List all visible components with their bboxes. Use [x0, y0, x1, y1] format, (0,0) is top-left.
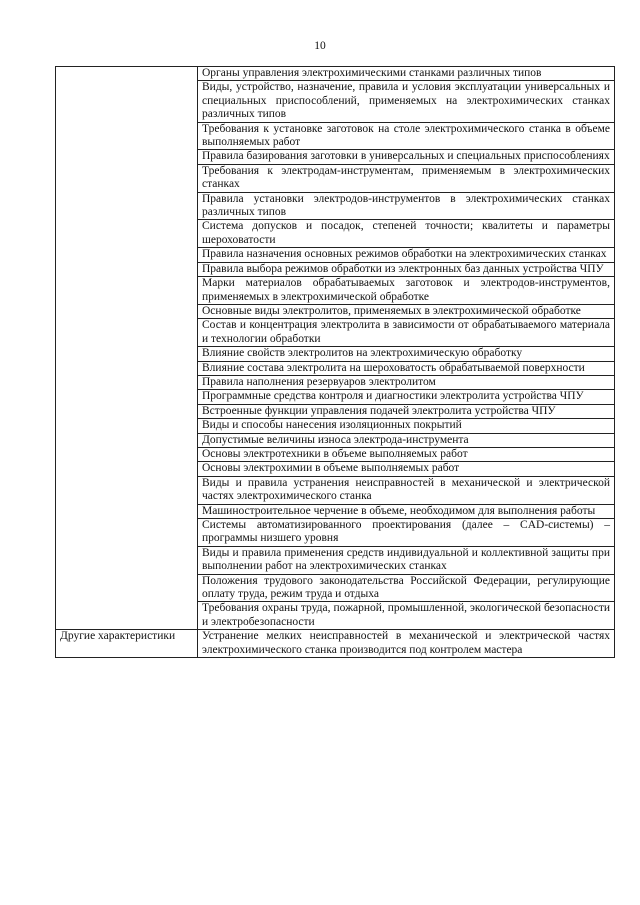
knowledge-item: Правила базирования заготовки в универсальных и специальных приспособлениях [198, 150, 615, 164]
knowledge-item: Виды, устройство, назначение, правила и условия эксплуатации универсальных и специальных приспособлений, применяемых на электрохимических станках различных типов [198, 81, 615, 122]
other-characteristics-label: Другие характеристики [56, 630, 198, 658]
knowledge-item: Допустимые величины износа электрода-инструмента [198, 433, 615, 447]
knowledge-item: Система допусков и посадок, степеней точности; квалитеты и параметры шероховатости [198, 220, 615, 248]
knowledge-item: Виды и правила применения средств индивидуальной и коллективной защиты при выполнении работ на электрохимических станках [198, 546, 615, 574]
knowledge-item: Виды и способы нанесения изоляционных покрытий [198, 419, 615, 433]
knowledge-row [56, 67, 615, 81]
knowledge-item: Программные средства контроля и диагностики электролита устройства ЧПУ [198, 390, 615, 404]
knowledge-item: Требования охраны труда, пожарной, промышленной, экологической безопасности и электробезопасности [198, 602, 615, 630]
knowledge-item: Машиностроительное черчение в объеме, необходимом для выполнения работы [198, 504, 615, 518]
knowledge-item: Основные виды электролитов, применяемых в электрохимической обработке [198, 304, 615, 318]
knowledge-item: Системы автоматизированного проектирования (далее – CAD-системы) – программы низшего уровня [198, 519, 615, 547]
knowledge-item: Требования к установке заготовок на столе электрохимического станка в объеме выполняемых работ [198, 122, 615, 150]
knowledge-item: Правила выбора режимов обработки из электронных баз данных устройства ЧПУ [198, 262, 615, 276]
knowledge-item: Правила установки электродов-инструментов в электрохимических станках различных типов [198, 192, 615, 220]
knowledge-item: Органы управления электрохимическими станками различных типов [198, 67, 615, 81]
knowledge-item: Правила назначения основных режимов обработки на электрохимических станках [198, 248, 615, 262]
other-characteristics-text: Устранение мелких неисправностей в механической и электрической частях электрохимического станка производится под контролем мастера [198, 630, 615, 658]
requirements-table [55, 66, 615, 658]
page-number: 10 [314, 40, 326, 52]
other-characteristics-row [56, 630, 615, 658]
knowledge-item: Влияние состава электролита на шероховатость обрабатываемой поверхности [198, 361, 615, 375]
knowledge-item: Виды и правила устранения неисправностей в механической и электрической частях электрохимического станка [198, 476, 615, 504]
knowledge-item: Основы электрохимии в объеме выполняемых работ [198, 462, 615, 476]
knowledge-item: Правила наполнения резервуаров электролитом [198, 375, 615, 389]
knowledge-item: Состав и концентрация электролита в зависимости от обрабатываемого материала и технологии обработки [198, 319, 615, 347]
knowledge-item: Марки материалов обрабатываемых заготовок и электродов-инструментов, применяемых в электрохимической обработке [198, 277, 615, 305]
knowledge-item: Основы электротехники в объеме выполняемых работ [198, 447, 615, 461]
knowledge-label-cell [56, 67, 198, 630]
requirements-table-body [56, 67, 615, 658]
knowledge-item: Влияние свойств электролитов на электрохимическую обработку [198, 347, 615, 361]
knowledge-item: Встроенные функции управления подачей электролита устройства ЧПУ [198, 404, 615, 418]
knowledge-item: Требования к электродам-инструментам, применяемым в электрохимических станках [198, 164, 615, 192]
knowledge-item: Положения трудового законодательства Российской Федерации, регулирующие оплату труда, режим труда и отдыха [198, 574, 615, 602]
